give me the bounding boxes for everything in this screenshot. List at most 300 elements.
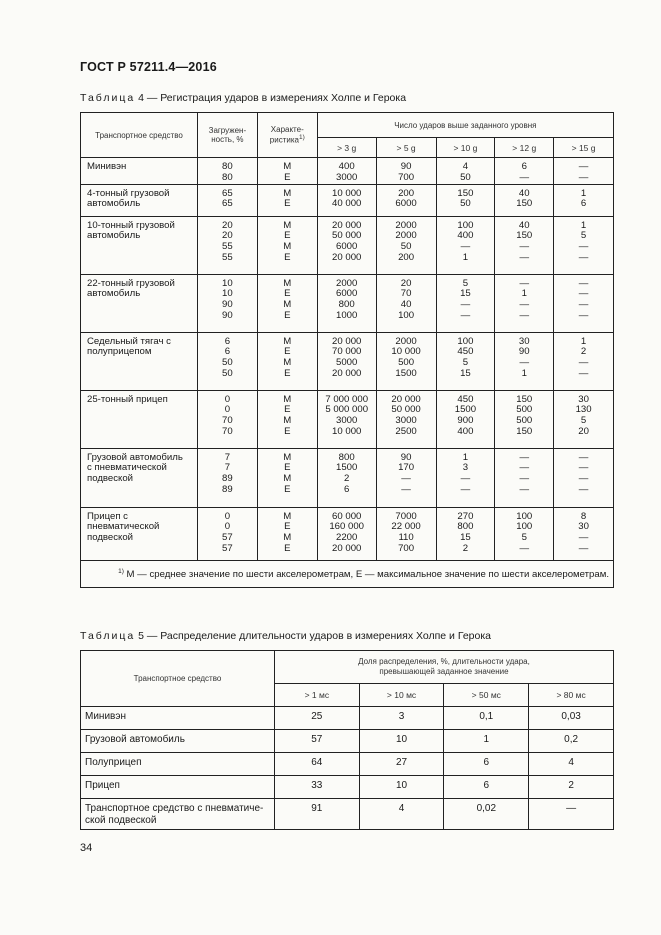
cell-line: 6000 bbox=[336, 288, 358, 300]
value-cell bbox=[376, 390, 436, 448]
cell-line: 10 000 bbox=[332, 425, 362, 437]
cell-line: 55 bbox=[222, 251, 233, 263]
cell-line: M bbox=[283, 241, 292, 253]
table-row bbox=[81, 448, 614, 507]
cell-line: 400 bbox=[457, 230, 474, 242]
cell-line: 20 bbox=[578, 425, 589, 437]
value-cell: 33 bbox=[274, 776, 359, 799]
cell-line: 60 000 bbox=[332, 510, 362, 522]
value-cell bbox=[257, 507, 317, 560]
vehicle-name bbox=[81, 753, 275, 776]
cell-line: 20 000 bbox=[391, 393, 421, 405]
cell-line: 5 bbox=[462, 277, 469, 289]
cell-line: 800 bbox=[338, 299, 355, 311]
table-row bbox=[81, 274, 614, 332]
cell-line: E bbox=[284, 542, 291, 554]
cell-line: 2500 bbox=[395, 425, 417, 437]
value-cell: 27 bbox=[359, 753, 444, 776]
cell-line: 150 bbox=[516, 425, 533, 437]
cell-line: — bbox=[519, 462, 530, 474]
cell-line: 70 bbox=[400, 288, 412, 300]
cell-line: — bbox=[519, 277, 530, 289]
cell-line: Прицеп bbox=[85, 780, 120, 791]
cell-line: — bbox=[578, 277, 589, 289]
vehicle-name bbox=[81, 390, 198, 448]
header-shock-count: Число ударов выше заданного уровня bbox=[317, 113, 613, 138]
cell-line: — bbox=[519, 451, 530, 463]
value-cell bbox=[554, 184, 614, 216]
cell-line: 6 bbox=[521, 161, 527, 172]
cell-line: 90 bbox=[518, 346, 530, 358]
cell-line: Транспортное средство с пневматиче- bbox=[85, 803, 264, 814]
cell-line: 130 bbox=[575, 404, 592, 416]
cell-line: 10 000 bbox=[391, 346, 421, 358]
table5-caption-text: 5 — Распределение длительности ударов в измерениях Холпе и Герока bbox=[135, 630, 492, 642]
value-cell bbox=[436, 507, 495, 560]
cell-line: 5000 bbox=[336, 357, 358, 369]
cell-line: 6 bbox=[580, 198, 587, 210]
cell-line: Минивэн bbox=[87, 161, 127, 172]
cell-line: E bbox=[284, 462, 291, 474]
cell-line: 100 bbox=[516, 510, 533, 522]
table-row bbox=[81, 158, 614, 185]
cell-line: 7 000 000 bbox=[325, 393, 369, 405]
cell-line: — bbox=[578, 473, 589, 485]
cell-line: 22 000 bbox=[391, 521, 421, 533]
table5-caption bbox=[80, 630, 491, 642]
cell-line: — bbox=[578, 309, 589, 321]
value-cell: 4 bbox=[529, 753, 614, 776]
vehicle-name bbox=[81, 274, 198, 332]
cell-line: E bbox=[284, 230, 291, 242]
cell-line: 40 000 bbox=[332, 198, 362, 210]
cell-line: 450 bbox=[457, 346, 474, 358]
value-cell bbox=[554, 158, 614, 185]
vehicle-name bbox=[81, 730, 275, 753]
table-row bbox=[81, 730, 614, 753]
value-cell: 0,1 bbox=[444, 707, 529, 730]
cell-line: E bbox=[284, 251, 291, 263]
cell-line: M bbox=[283, 357, 292, 369]
cell-line: 3000 bbox=[336, 171, 358, 183]
value-cell bbox=[197, 332, 257, 390]
header-load: Загружен- ность, % bbox=[197, 113, 257, 158]
value-cell bbox=[554, 216, 614, 274]
header-level: > 3 g bbox=[317, 138, 376, 158]
cell-line: — bbox=[578, 542, 589, 554]
cell-line: автомобиль bbox=[87, 288, 141, 300]
value-cell bbox=[376, 507, 436, 560]
cell-line: — bbox=[578, 367, 589, 379]
value-cell bbox=[554, 332, 614, 390]
value-cell bbox=[554, 390, 614, 448]
cell-line: 200 bbox=[398, 187, 415, 199]
cell-line: E bbox=[284, 346, 291, 358]
document-header: ГОСТ Р 57211.4—2016 bbox=[80, 60, 217, 74]
value-cell bbox=[554, 274, 614, 332]
cell-line: E bbox=[284, 404, 291, 416]
cell-line: 15 bbox=[460, 288, 471, 300]
header-level: > 80 мс bbox=[529, 684, 614, 707]
value-cell bbox=[376, 216, 436, 274]
table-row bbox=[81, 332, 614, 390]
value-cell bbox=[197, 448, 257, 507]
cell-line: — bbox=[460, 299, 471, 311]
cell-line: Седельный тягач с bbox=[87, 335, 171, 347]
value-cell bbox=[495, 158, 554, 185]
table-row bbox=[81, 184, 614, 216]
table-row bbox=[81, 707, 614, 730]
cell-line: 40 bbox=[400, 299, 412, 311]
cell-line: 6 bbox=[224, 335, 231, 347]
cell-line: 40 bbox=[518, 219, 530, 231]
cell-line: 2 bbox=[344, 473, 350, 485]
table-row bbox=[81, 753, 614, 776]
cell-line: — bbox=[460, 483, 471, 495]
cell-line: 30 bbox=[578, 393, 589, 405]
cell-line: 150 bbox=[457, 187, 474, 199]
cell-line: 0 bbox=[224, 404, 231, 416]
value-cell bbox=[317, 448, 376, 507]
cell-line: Минивэн bbox=[85, 711, 126, 722]
cell-line: 65 bbox=[222, 198, 233, 210]
cell-line: 90 bbox=[222, 299, 233, 311]
cell-line: 270 bbox=[457, 510, 474, 522]
cell-line: 0 bbox=[224, 510, 231, 522]
vehicle-name bbox=[81, 184, 198, 216]
table-row bbox=[81, 216, 614, 274]
cell-line: 80 bbox=[222, 171, 233, 183]
cell-line: 20 bbox=[400, 277, 412, 289]
cell-line: 3 bbox=[462, 462, 469, 474]
cell-line: 1 bbox=[580, 187, 587, 199]
cell-line: — bbox=[578, 288, 589, 300]
value-cell bbox=[197, 390, 257, 448]
cell-line: Грузовой автомобиль bbox=[87, 451, 183, 463]
cell-line: подвеской bbox=[87, 532, 134, 544]
cell-line: 7 bbox=[224, 451, 231, 463]
cell-line: 1000 bbox=[336, 309, 358, 321]
cell-line: 160 000 bbox=[329, 521, 365, 533]
value-cell bbox=[376, 158, 436, 185]
footnote-text: M — среднее значение по шести акселерометрам, E — максимальное значение по шести акселерометрам. bbox=[123, 568, 609, 580]
value-cell bbox=[436, 390, 495, 448]
value-cell bbox=[197, 184, 257, 216]
cell-line: M bbox=[283, 473, 292, 485]
footnote bbox=[81, 560, 614, 587]
cell-line: — bbox=[578, 241, 589, 253]
cell-line: 2000 bbox=[395, 335, 417, 347]
cell-line: — bbox=[401, 483, 411, 495]
cell-line: E bbox=[284, 367, 291, 379]
cell-line: — bbox=[578, 161, 589, 172]
value-cell bbox=[317, 390, 376, 448]
cell-line: — bbox=[519, 542, 530, 554]
cell-line: 150 bbox=[516, 198, 533, 210]
cell-line: 800 bbox=[457, 521, 474, 533]
value-cell: 25 bbox=[274, 707, 359, 730]
value-cell bbox=[257, 332, 317, 390]
cell-line: M bbox=[283, 161, 292, 172]
value-cell bbox=[495, 184, 554, 216]
header-characteristic: Характе- ристика$^{1)}$ bbox=[257, 113, 317, 158]
value-cell bbox=[495, 332, 554, 390]
cell-line: 2000 bbox=[395, 230, 417, 242]
cell-line: 100 bbox=[398, 309, 415, 321]
cell-line: 500 bbox=[516, 404, 533, 416]
header-level: > 5 g bbox=[376, 138, 436, 158]
value-cell bbox=[197, 274, 257, 332]
header-level: > 1 мс bbox=[274, 684, 359, 707]
value-cell bbox=[376, 274, 436, 332]
cell-line: E bbox=[284, 171, 291, 183]
value-cell: 2 bbox=[529, 776, 614, 799]
value-cell bbox=[436, 448, 495, 507]
value-cell: 0,03 bbox=[529, 707, 614, 730]
cell-line: 10 bbox=[222, 277, 233, 289]
cell-line: 6 bbox=[224, 346, 231, 358]
cell-line: 50 bbox=[222, 357, 233, 369]
value-cell bbox=[376, 448, 436, 507]
cell-line: 10 000 bbox=[332, 187, 362, 199]
value-cell: 0,02 bbox=[444, 799, 529, 830]
value-cell bbox=[436, 184, 495, 216]
value-cell: 64 bbox=[274, 753, 359, 776]
cell-line: 50 bbox=[460, 171, 471, 183]
cell-line: 900 bbox=[457, 415, 474, 427]
vehicle-name bbox=[81, 707, 275, 730]
cell-line: 400 bbox=[338, 161, 355, 172]
value-cell bbox=[257, 216, 317, 274]
cell-line: — bbox=[519, 241, 530, 253]
cell-line: 100 bbox=[457, 335, 474, 347]
vehicle-name bbox=[81, 216, 198, 274]
cell-line: 5 bbox=[580, 415, 587, 427]
value-cell: 6 bbox=[444, 753, 529, 776]
value-cell bbox=[317, 184, 376, 216]
cell-line: 50 000 bbox=[391, 404, 421, 416]
cell-line: 70 000 bbox=[332, 346, 362, 358]
cell-line: 2000 bbox=[336, 277, 358, 289]
cell-line: M bbox=[283, 219, 292, 231]
cell-line: M bbox=[283, 277, 292, 289]
cell-line: 6000 bbox=[395, 198, 417, 210]
header-level: > 50 мс bbox=[444, 684, 529, 707]
cell-line: 20 000 bbox=[332, 251, 362, 263]
cell-line: 2200 bbox=[336, 532, 358, 544]
value-cell bbox=[317, 507, 376, 560]
cell-line: 89 bbox=[222, 473, 233, 485]
cell-line: 100 bbox=[516, 521, 533, 533]
cell-line: 400 bbox=[457, 425, 474, 437]
value-cell bbox=[495, 274, 554, 332]
header-level: > 10 g bbox=[436, 138, 495, 158]
value-cell bbox=[436, 158, 495, 185]
cell-line: полуприцепом bbox=[87, 346, 152, 358]
cell-line: 6000 bbox=[336, 241, 358, 253]
cell-line: 170 bbox=[398, 462, 415, 474]
cell-line: — bbox=[578, 251, 589, 263]
value-cell bbox=[554, 448, 614, 507]
cell-line: 150 bbox=[516, 393, 533, 405]
cell-line: 8 bbox=[580, 510, 587, 522]
table-row bbox=[81, 776, 614, 799]
cell-line: — bbox=[578, 451, 589, 463]
table5-caption-label: Таблица bbox=[80, 630, 136, 642]
cell-line: — bbox=[578, 483, 589, 495]
cell-line: 15 bbox=[460, 367, 471, 379]
cell-line: 100 bbox=[457, 219, 474, 231]
cell-line: 500 bbox=[516, 415, 533, 427]
cell-line: M bbox=[283, 299, 292, 311]
footnote-marker: 1) bbox=[118, 567, 124, 575]
cell-line: 5 bbox=[580, 230, 587, 242]
table-row bbox=[81, 799, 614, 830]
cell-line: 110 bbox=[398, 532, 414, 544]
cell-line: — bbox=[578, 357, 589, 369]
cell-line: 70 bbox=[222, 425, 233, 437]
value-cell bbox=[495, 448, 554, 507]
cell-line: M bbox=[283, 415, 292, 427]
cell-line: 30 bbox=[518, 335, 530, 347]
cell-line: 90 bbox=[400, 451, 412, 463]
cell-line: 30 bbox=[578, 521, 589, 533]
cell-line: автомобиль bbox=[87, 198, 141, 210]
vehicle-name bbox=[81, 158, 198, 185]
header-level: > 10 мс bbox=[359, 684, 444, 707]
cell-line: — bbox=[578, 462, 589, 474]
cell-line: 50 bbox=[460, 198, 471, 210]
cell-line: Грузовой автомобиль bbox=[85, 734, 185, 745]
cell-line: — bbox=[460, 241, 471, 253]
cell-line: 5 bbox=[462, 357, 469, 369]
cell-line: 6 bbox=[344, 483, 350, 495]
cell-line: — bbox=[578, 532, 589, 544]
cell-line: M bbox=[283, 335, 292, 347]
cell-line: M bbox=[283, 451, 292, 463]
page-number: 34 bbox=[80, 842, 93, 854]
table4-caption-text: 4 — Регистрация ударов в измерениях Холпе и Герока bbox=[135, 92, 407, 104]
value-cell bbox=[495, 390, 554, 448]
cell-line: 200 bbox=[398, 251, 415, 263]
header-level: > 12 g bbox=[495, 138, 554, 158]
cell-line: — bbox=[578, 171, 589, 183]
cell-line: с пневматической bbox=[87, 462, 167, 474]
cell-line: 57 bbox=[222, 542, 233, 554]
cell-line: — bbox=[519, 171, 530, 183]
value-cell: 4 bbox=[359, 799, 444, 830]
value-cell bbox=[197, 507, 257, 560]
cell-line: 700 bbox=[398, 171, 415, 183]
shock-registration-table bbox=[80, 112, 614, 588]
vehicle-name bbox=[81, 799, 275, 830]
value-cell bbox=[436, 332, 495, 390]
vehicle-name bbox=[81, 332, 198, 390]
cell-line: M bbox=[283, 393, 292, 405]
cell-line: 1500 bbox=[454, 404, 477, 416]
value-cell: 91 bbox=[274, 799, 359, 830]
cell-line: 10-тонный грузовой bbox=[87, 219, 175, 231]
cell-line: 15 bbox=[460, 532, 471, 544]
value-cell bbox=[376, 332, 436, 390]
value-cell: 10 bbox=[359, 776, 444, 799]
value-cell: 1 bbox=[444, 730, 529, 753]
cell-line: 25-тонный прицеп bbox=[87, 393, 168, 405]
cell-line: — bbox=[519, 309, 530, 321]
cell-line: — bbox=[519, 483, 530, 495]
cell-line: 50 000 bbox=[332, 230, 362, 242]
cell-line: 7000 bbox=[395, 510, 417, 522]
value-cell: 10 bbox=[359, 730, 444, 753]
cell-line: 20 bbox=[222, 219, 233, 231]
cell-line: E bbox=[284, 288, 291, 300]
cell-line: — bbox=[519, 251, 530, 263]
value-cell: 3 bbox=[359, 707, 444, 730]
cell-line: 5 bbox=[521, 532, 527, 544]
value-cell bbox=[197, 158, 257, 185]
value-cell bbox=[495, 216, 554, 274]
cell-line: 1500 bbox=[336, 462, 358, 474]
cell-line: 55 bbox=[222, 241, 233, 253]
table-row bbox=[81, 507, 614, 560]
cell-line: 700 bbox=[398, 542, 415, 554]
cell-line: 1500 bbox=[395, 367, 417, 379]
header-vehicle: Транспортное средство bbox=[81, 651, 275, 707]
value-cell: 57 bbox=[274, 730, 359, 753]
cell-line: 500 bbox=[398, 357, 415, 369]
table4-caption-label: Таблица bbox=[80, 92, 136, 104]
header-duration-share: Доля распределения, %, длительности удара, превышающей заданное значение bbox=[274, 651, 613, 684]
cell-line: 1 bbox=[462, 251, 469, 263]
vehicle-name bbox=[81, 507, 198, 560]
value-cell bbox=[317, 158, 376, 185]
cell-line: 2000 bbox=[395, 219, 417, 231]
cell-line: 50 bbox=[400, 241, 412, 253]
cell-line: 20 000 bbox=[332, 219, 362, 231]
cell-line: 90 bbox=[222, 309, 233, 321]
value-cell bbox=[495, 507, 554, 560]
table-row bbox=[81, 390, 614, 448]
footnote-row bbox=[81, 560, 614, 587]
cell-line: 0 bbox=[224, 393, 231, 405]
value-cell: — bbox=[529, 799, 614, 830]
value-cell bbox=[317, 274, 376, 332]
cell-line: 5 000 000 bbox=[325, 404, 369, 416]
cell-line: — bbox=[519, 473, 530, 485]
cell-line: 20 000 bbox=[332, 367, 362, 379]
vehicle-name bbox=[81, 776, 275, 799]
cell-line: E bbox=[284, 483, 291, 495]
cell-line: 150 bbox=[516, 230, 533, 242]
cell-line: 20 000 bbox=[332, 542, 362, 554]
cell-line: — bbox=[460, 309, 471, 321]
cell-line: 4 bbox=[462, 161, 469, 172]
value-cell: 6 bbox=[444, 776, 529, 799]
cell-line: 80 bbox=[222, 161, 233, 172]
cell-line: 50 bbox=[222, 367, 233, 379]
cell-line: 1 bbox=[521, 367, 527, 379]
cell-line: 4-тонный грузовой bbox=[87, 187, 170, 199]
cell-line: ской подвеской bbox=[85, 814, 157, 826]
value-cell bbox=[317, 332, 376, 390]
cell-line: E bbox=[284, 198, 291, 210]
cell-line: 70 bbox=[222, 415, 233, 427]
cell-line: 40 bbox=[518, 187, 530, 199]
cell-line: 0 bbox=[224, 521, 231, 533]
shock-duration-table bbox=[80, 650, 614, 830]
table4-caption bbox=[80, 92, 406, 104]
cell-line: 800 bbox=[338, 451, 355, 463]
